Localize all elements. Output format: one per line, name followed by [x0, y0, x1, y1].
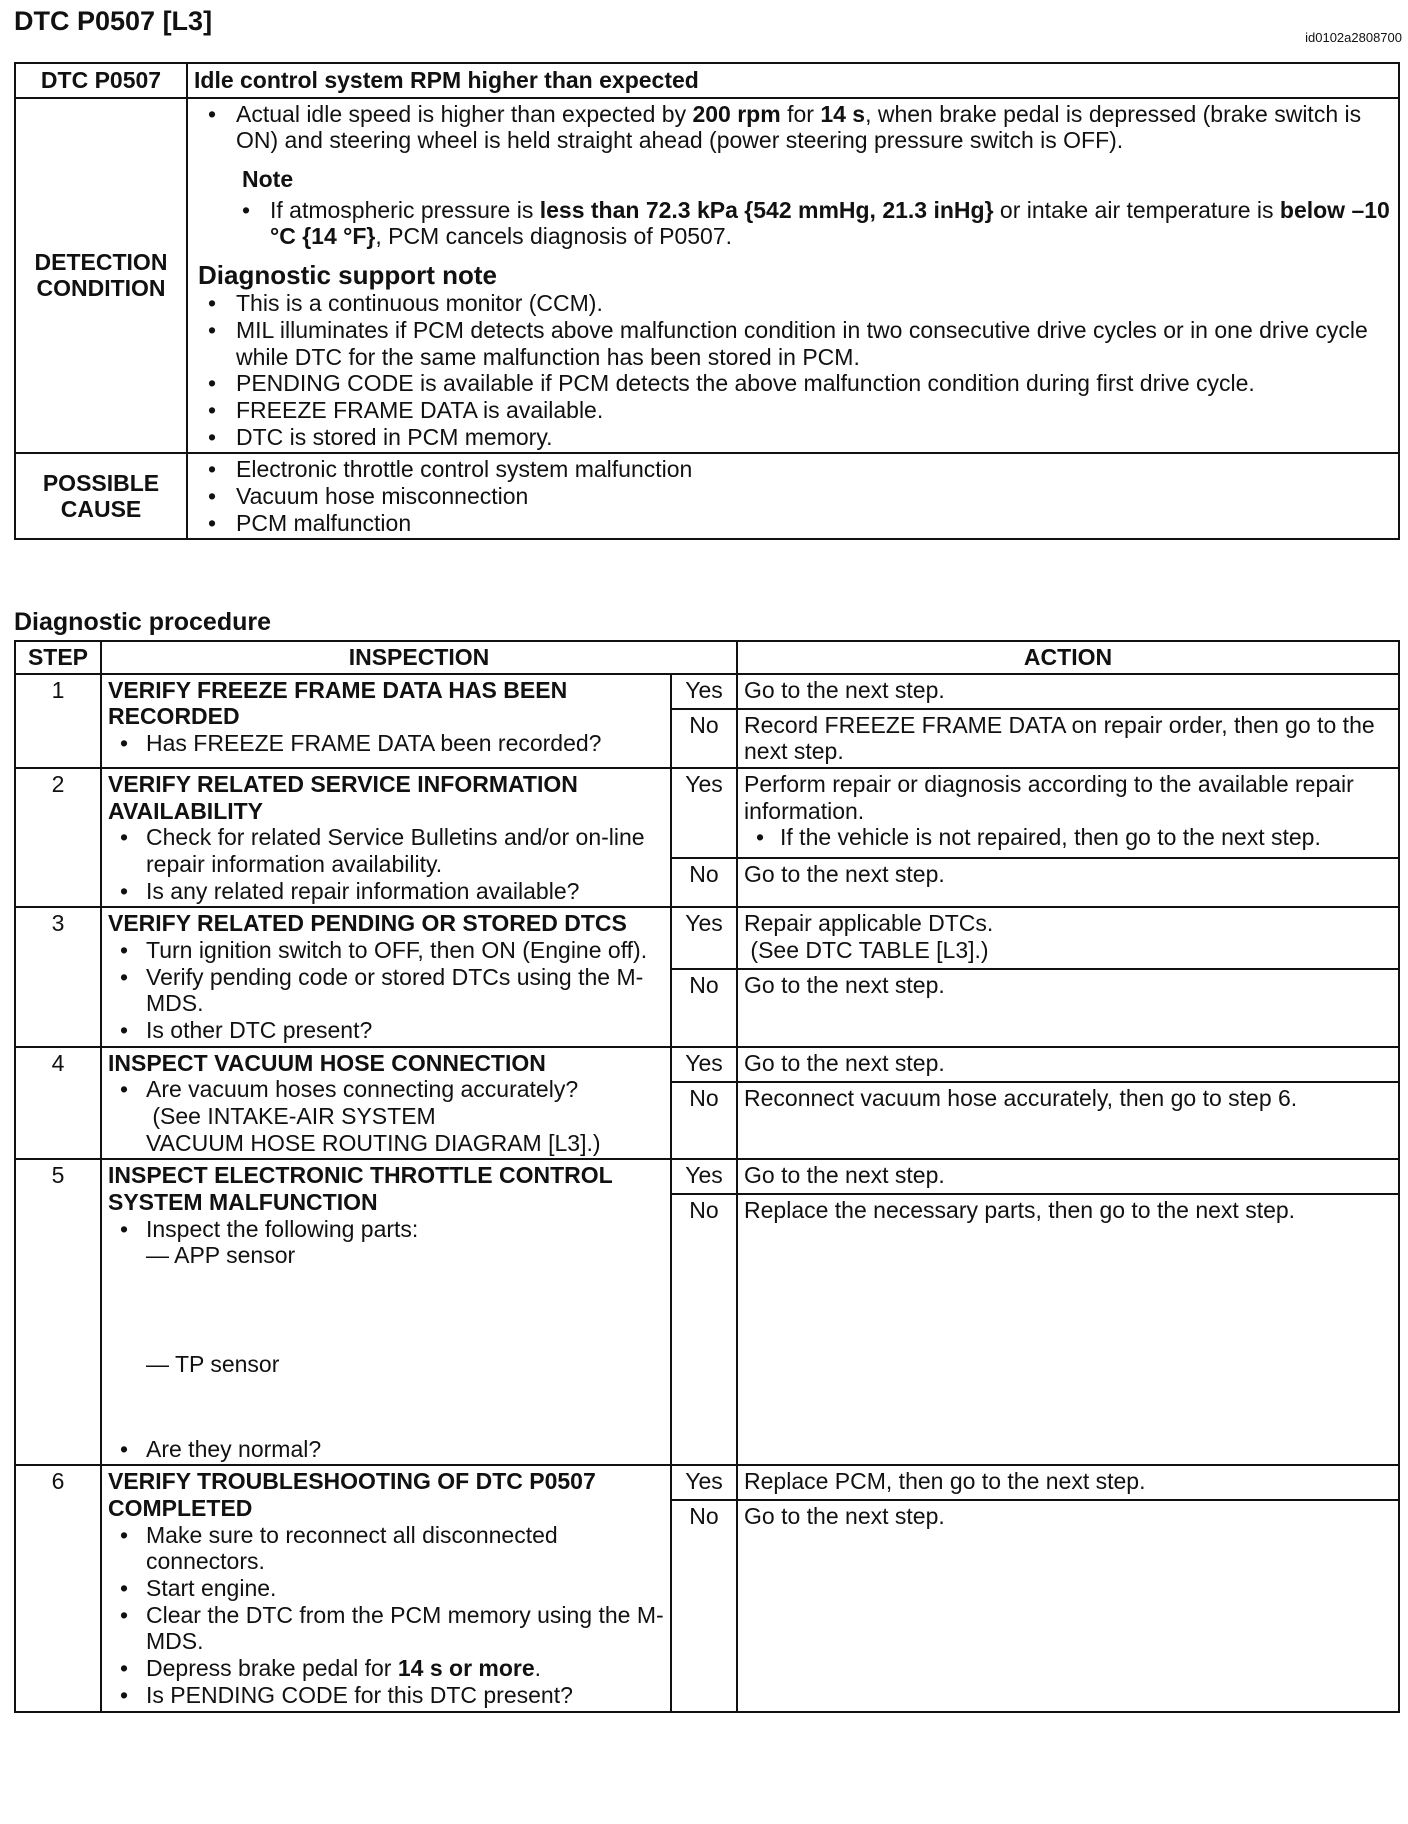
no-action: Record FREEZE FRAME DATA on repair order, then go to the next step. [737, 709, 1399, 768]
inspection-item: • Make sure to reconnect all disconnected connectors. [108, 1522, 664, 1575]
step-row [15, 1159, 1399, 1194]
yes-label: Yes [671, 768, 737, 858]
inspection-column-header: INSPECTION [101, 641, 737, 674]
inspection-item: • Verify pending code or stored DTCs using the M-MDS. [108, 964, 664, 1017]
yes-action: Go to the next step. [737, 674, 1399, 709]
inspection-item: • Depress brake pedal for 14 s or more. [108, 1655, 664, 1682]
inspection-item: • Is PENDING CODE for this DTC present? [108, 1682, 664, 1709]
step-number: 3 [15, 907, 101, 1046]
inspection-cell [101, 1159, 671, 1465]
no-label: No [671, 1500, 737, 1711]
cause-item: • PCM malfunction [194, 510, 1392, 537]
yes-label: Yes [671, 907, 737, 969]
step-row [15, 1465, 1399, 1500]
note-text: • If atmospheric pressure is less than 72.3 kPa {542 mmHg, 21.3 inHg} or intake air temperature is below –10 °C {14 °F}, PCM cancels diagnosis of P0507. [194, 197, 1392, 250]
inspection-item: • Is other DTC present? [108, 1017, 664, 1044]
inspection-item: • Are they normal? [108, 1436, 664, 1463]
yes-label: Yes [671, 1159, 737, 1194]
action-column-header: ACTION [737, 641, 1399, 674]
yes-label: Yes [671, 674, 737, 709]
inspection-cell [101, 768, 671, 907]
inspection-title: INSPECT VACUUM HOSE CONNECTION [108, 1049, 546, 1076]
note-title: Note [242, 166, 294, 193]
inspection-reference: (See INTAKE-AIR SYSTEM [146, 1103, 436, 1130]
inspection-cell [101, 1047, 671, 1160]
yes-action-cell [737, 768, 1399, 858]
detection-condition-row [15, 98, 1399, 454]
no-action: Go to the next step. [737, 858, 1399, 907]
yes-action-cell [737, 907, 1399, 969]
diagnostic-procedure-table [14, 640, 1400, 1713]
step-row [15, 674, 1399, 709]
yes-action-reference: (See DTC TABLE [L3].) [744, 937, 989, 964]
no-action: Reconnect vacuum hose accurately, then go to step 6. [737, 1082, 1399, 1160]
step-column-header: STEP [15, 641, 101, 674]
no-label: No [671, 858, 737, 907]
cause-item: • Electronic throttle control system malfunction [194, 456, 1392, 483]
no-action: Replace the necessary parts, then go to the next step. [737, 1194, 1399, 1465]
document-id: id0102a2808700 [1305, 30, 1402, 45]
cause-item: • Vacuum hose misconnection [194, 483, 1392, 510]
detection-condition-label: DETECTION CONDITION [15, 98, 187, 454]
no-label: No [671, 969, 737, 1046]
inspection-item: • Are vacuum hoses connecting accurately? [108, 1076, 664, 1103]
support-item: • This is a continuous monitor (CCM). [194, 290, 1392, 317]
inspection-cell [101, 907, 671, 1046]
dtc-info-table [14, 62, 1400, 540]
table-header-row [15, 641, 1399, 674]
inspection-title: VERIFY FREEZE FRAME DATA HAS BEEN RECORDED [108, 676, 568, 730]
yes-action: Replace PCM, then go to the next step. [737, 1465, 1399, 1500]
inspection-title: VERIFY TROUBLESHOOTING OF DTC P0507 COMPLETED [108, 1468, 596, 1522]
support-note-list [194, 290, 1392, 450]
inspection-title: VERIFY RELATED PENDING OR STORED DTCS [108, 910, 627, 937]
inspection-cell [101, 1465, 671, 1711]
inspection-item: • Start engine. [108, 1575, 664, 1602]
possible-cause-cell [187, 453, 1399, 539]
inspection-cell [101, 674, 671, 768]
yes-action-subitem: • If the vehicle is not repaired, then go to the next step. [744, 824, 1392, 851]
step-row [15, 1047, 1399, 1082]
inspection-part: — APP sensor [146, 1242, 296, 1269]
step-row [15, 907, 1399, 969]
inspection-item: • Is any related repair information available? [108, 878, 664, 905]
inspection-item: • Inspect the following parts: [108, 1216, 664, 1243]
no-label: No [671, 1082, 737, 1160]
yes-action: Perform repair or diagnosis according to the available repair information. [744, 771, 1354, 824]
inspection-item: • Clear the DTC from the PCM memory using the M-MDS. [108, 1602, 664, 1655]
inspection-title: VERIFY RELATED SERVICE INFORMATION AVAILABILITY [108, 771, 578, 824]
step-number: 6 [15, 1465, 101, 1711]
inspection-title: INSPECT ELECTRONIC THROTTLE CONTROL SYSTEM MALFUNCTION [108, 1162, 613, 1216]
step-number: 5 [15, 1159, 101, 1465]
possible-cause-row [15, 453, 1399, 539]
possible-cause-list [194, 456, 1392, 536]
yes-action: Go to the next step. [737, 1159, 1399, 1194]
inspection-part: — TP sensor [146, 1351, 280, 1378]
inspection-reference: VACUUM HOSE ROUTING DIAGRAM [L3].) [146, 1129, 601, 1156]
dtc-header-row [15, 63, 1399, 98]
no-label: No [671, 1194, 737, 1465]
dtc-description: Idle control system RPM higher than expected [187, 63, 1399, 98]
diagnostic-procedure-heading: Diagnostic procedure [14, 608, 271, 636]
condition-list [194, 101, 1392, 154]
step-number: 1 [15, 674, 101, 768]
inspection-item: • Turn ignition switch to OFF, then ON (Engine off). [108, 937, 664, 964]
support-item: • MIL illuminates if PCM detects above malfunction condition in two consecutive drive cycles or in one drive cycle while DTC for the same malfunction has been stored in PCM. [194, 317, 1392, 370]
no-label: No [671, 709, 737, 768]
yes-action: Go to the next step. [737, 1047, 1399, 1082]
dtc-code: DTC P0507 [15, 63, 187, 98]
support-item: • PENDING CODE is available if PCM detects the above malfunction condition during first drive cycle. [194, 370, 1392, 397]
support-item: • DTC is stored in PCM memory. [194, 424, 1392, 451]
yes-action: Repair applicable DTCs. [744, 910, 994, 937]
yes-label: Yes [671, 1465, 737, 1500]
support-item: • FREEZE FRAME DATA is available. [194, 397, 1392, 424]
page-title: DTC P0507 [L3] [14, 6, 213, 36]
detection-condition-cell [187, 98, 1399, 454]
inspection-item: • Has FREEZE FRAME DATA been recorded? [108, 730, 664, 757]
step-number: 2 [15, 768, 101, 907]
no-action: Go to the next step. [737, 969, 1399, 1046]
support-note-title: Diagnostic support note [198, 260, 497, 291]
step-row [15, 768, 1399, 858]
yes-label: Yes [671, 1047, 737, 1082]
possible-cause-label: POSSIBLE CAUSE [15, 453, 187, 539]
inspection-item: • Check for related Service Bulletins and/or on-line repair information availability. [108, 824, 664, 877]
no-action: Go to the next step. [737, 1500, 1399, 1711]
note-list [194, 197, 1392, 250]
condition-main: • Actual idle speed is higher than expected by 200 rpm for 14 s, when brake pedal is depressed (brake switch is ON) and steering wheel is held straight ahead (power steering pressure switch is OFF). [194, 101, 1392, 154]
step-number: 4 [15, 1047, 101, 1160]
